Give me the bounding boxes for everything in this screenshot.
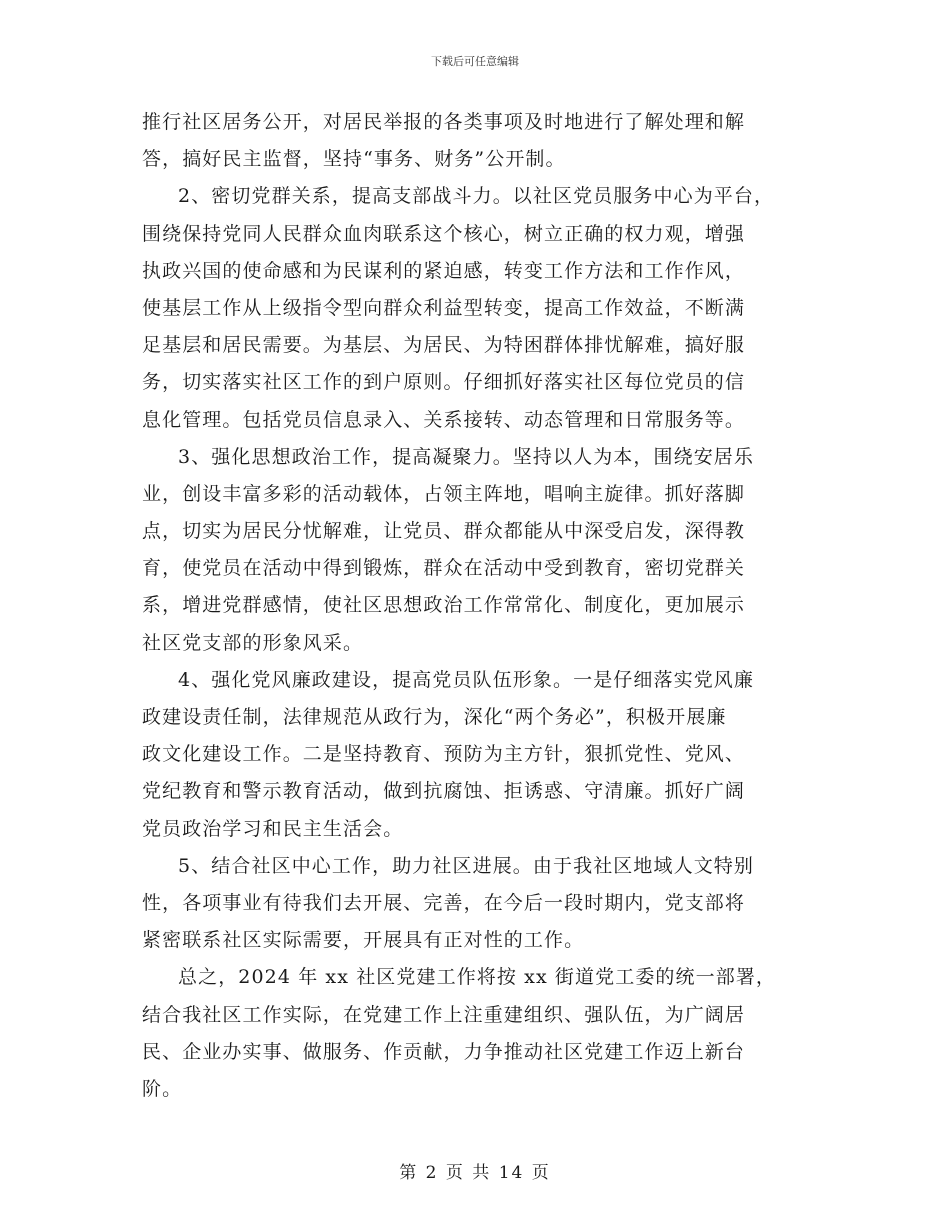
text-line: 答，搞好民主监督，坚持“事务、财务”公开制。 xyxy=(142,148,566,171)
text-line: 育，使党员在活动中得到锻炼，群众在活动中受到教育，密切党群关 xyxy=(142,557,746,580)
text-line: 3、强化思想政治工作，提高凝聚力。坚持以人为本，围绕安居乐 xyxy=(178,445,754,468)
text-line: 5、结合社区中心工作，助力社区进展。由于我社区地域人文特别 xyxy=(178,854,754,877)
text-line: 点，切实为居民分忧解难，让党员、群众都能从中深受启发，深得教 xyxy=(142,520,746,543)
page-header: 下载后可任意编辑 xyxy=(431,55,519,68)
text-line: 足基层和居民需要。为基层、为居民、为特困群体排忧解难，搞好服 xyxy=(142,334,746,357)
page-number: 第 2 页 共 14 页 xyxy=(399,1163,551,1183)
text-line: 2、密切党群关系，提高支部战斗力。以社区党员服务中心为平台， xyxy=(178,185,775,208)
text-line: 政文化建设工作。二是坚持教育、预防为主方针，狠抓党性、党风、 xyxy=(142,743,746,766)
text-line: 总之，2024 年 xx 社区党建工作将按 xx 街道党工委的统一部署， xyxy=(178,966,777,989)
text-line: 使基层工作从上级指令型向群众利益型转变，提高工作效益，不断满 xyxy=(142,296,746,319)
text-line: 社区党支部的形象风采。 xyxy=(142,631,364,654)
text-line: 推行社区居务公开，对居民举报的各类事项及时地进行了解处理和解 xyxy=(142,111,746,133)
text-line: 息化管理。包括党员信息录入、关系接转、动态管理和日常服务等。 xyxy=(142,408,746,431)
text-line: 党纪教育和警示教育活动，做到抗腐蚀、拒诱惑、守清廉。抓好广阔 xyxy=(142,780,746,803)
text-line: 结合我社区工作实际，在党建工作上注重建组织、强队伍，为广阔居 xyxy=(142,1003,746,1026)
text-line: 执政兴国的使命感和为民谋利的紧迫感，转变工作方法和工作作风， xyxy=(142,259,746,282)
document-body xyxy=(142,104,814,1108)
text-line: 紧密联系社区实际需要，开展具有正对性的工作。 xyxy=(142,929,585,952)
text-line: 党员政治学习和民主生活会。 xyxy=(142,817,404,840)
text-line: 性，各项事业有待我们去开展、完善，在今后一段时期内，党支部将 xyxy=(142,891,746,914)
text-line: 务，切实落实社区工作的到户原则。仔细抓好落实社区每位党员的信 xyxy=(142,371,746,394)
text-line: 民、企业办实事、做服务、作贡献，力争推动社区党建工作迈上新台 xyxy=(142,1040,746,1063)
text-line: 系，增进党群感情，使社区思想政治工作常常化、制度化，更加展示 xyxy=(142,594,746,617)
text-line: 阶。 xyxy=(142,1077,183,1100)
text-line: 4、强化党风廉政建设，提高党员队伍形象。一是仔细落实党风廉 xyxy=(178,668,754,691)
text-line: 围绕保持党同人民群众血肉联系这个核心，树立正确的权力观，增强 xyxy=(142,222,746,245)
text-line: 政建设责任制，法律规范从政行为，深化“两个务必”，积极开展廉 xyxy=(142,706,727,728)
text-line: 业，创设丰富多彩的活动载体，占领主阵地，唱响主旋律。抓好落脚 xyxy=(142,482,746,505)
